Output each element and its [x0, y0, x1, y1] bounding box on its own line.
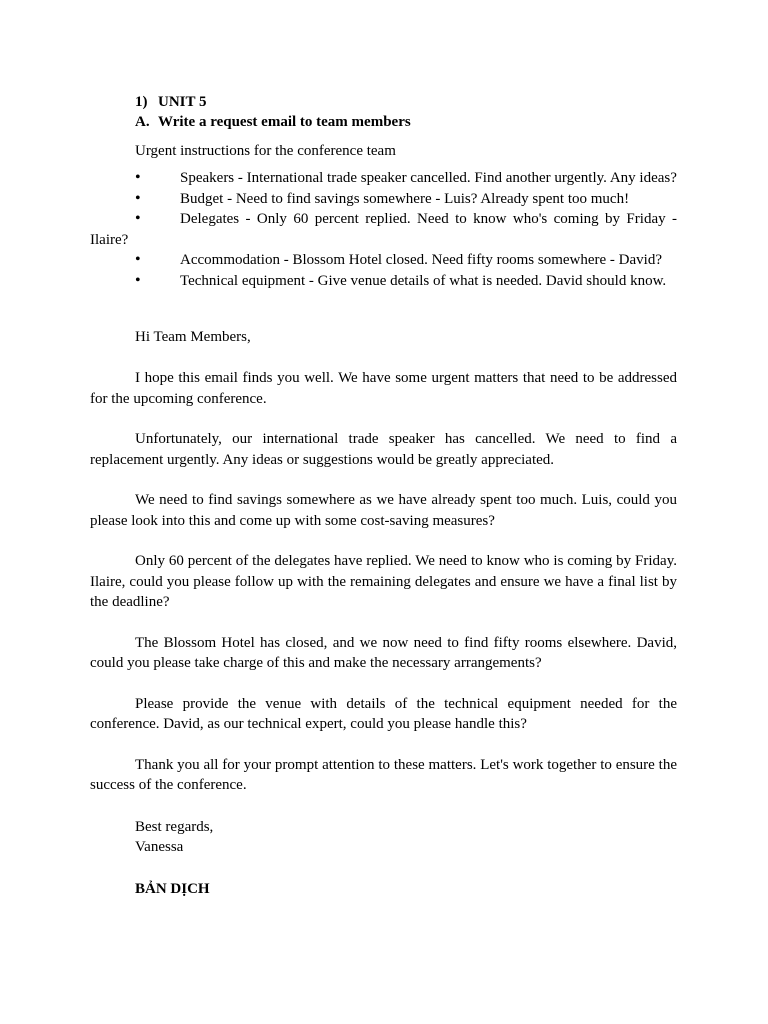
instruction-list — [90, 168, 677, 291]
unit-heading — [135, 92, 677, 112]
email-paragraph: Thank you all for your prompt attention to these matters. Let's work together to ensure the success of the conference. — [90, 756, 677, 793]
bullet-icon: • — [135, 251, 141, 268]
section-letter: A. — [135, 114, 150, 130]
document-page — [90, 92, 677, 899]
unit-title: UNIT 5 — [158, 94, 207, 110]
bullet-icon: • — [135, 189, 141, 207]
email-closing — [135, 817, 677, 858]
bullet-icon: • — [135, 271, 141, 289]
bullet-icon: • — [135, 169, 141, 186]
email-greeting: Hi Team Members, — [135, 329, 251, 345]
signature: Vanessa — [135, 839, 184, 855]
list-item — [90, 250, 677, 271]
list-item — [90, 209, 677, 250]
bullet-icon: • — [135, 210, 141, 227]
email-paragraph: Please provide the venue with details of the technical equipment needed for the conference. David, as our technical expert, could you please handle this? — [90, 695, 677, 732]
list-item-text: Technical equipment - Give venue details of what is needed. David should know. — [180, 272, 667, 289]
section-heading — [135, 112, 677, 132]
list-item — [90, 189, 677, 210]
list-item-text: Budget - Need to find savings somewhere - Luis? Already spent too much! — [180, 190, 630, 207]
list-item-text: Delegates - Only 60 percent replied. Need to know who's coming by Friday - Ilaire? — [90, 211, 677, 248]
list-item — [90, 271, 677, 292]
list-item — [90, 168, 677, 189]
list-item-text: Accommodation - Blossom Hotel closed. Need fifty rooms somewhere - David? — [180, 252, 662, 268]
instructions-intro: Urgent instructions for the conference team — [135, 143, 396, 159]
sign-off: Best regards, — [135, 818, 214, 835]
list-item-text: Speakers - International trade speaker cancelled. Find another urgently. Any ideas? — [180, 170, 677, 186]
email-paragraph: I hope this email finds you well. We have some urgent matters that need to be addressed for the upcoming conference. — [90, 370, 677, 407]
section-title: Write a request email to team members — [158, 114, 411, 130]
email-paragraph: We need to find savings somewhere as we have already spent too much. Luis, could you please look into this and come up with some cost-saving measures? — [90, 492, 677, 529]
unit-number: 1) — [135, 94, 148, 110]
email-paragraph: Only 60 percent of the delegates have replied. We need to know who is coming by Friday. Ilaire, could you please follow up with the remaining delegates and ensure we have a final list by the deadline? — [90, 553, 677, 610]
email-paragraph: Unfortunately, our international trade speaker has cancelled. We need to find a replacement urgently. Any ideas or suggestions would be greatly appreciated. — [90, 431, 677, 468]
translation-heading: BẢN DỊCH — [135, 880, 210, 897]
email-paragraph: The Blossom Hotel has closed, and we now need to find fifty rooms elsewhere. David, could you please take charge of this and make the necessary arrangements? — [90, 634, 677, 671]
